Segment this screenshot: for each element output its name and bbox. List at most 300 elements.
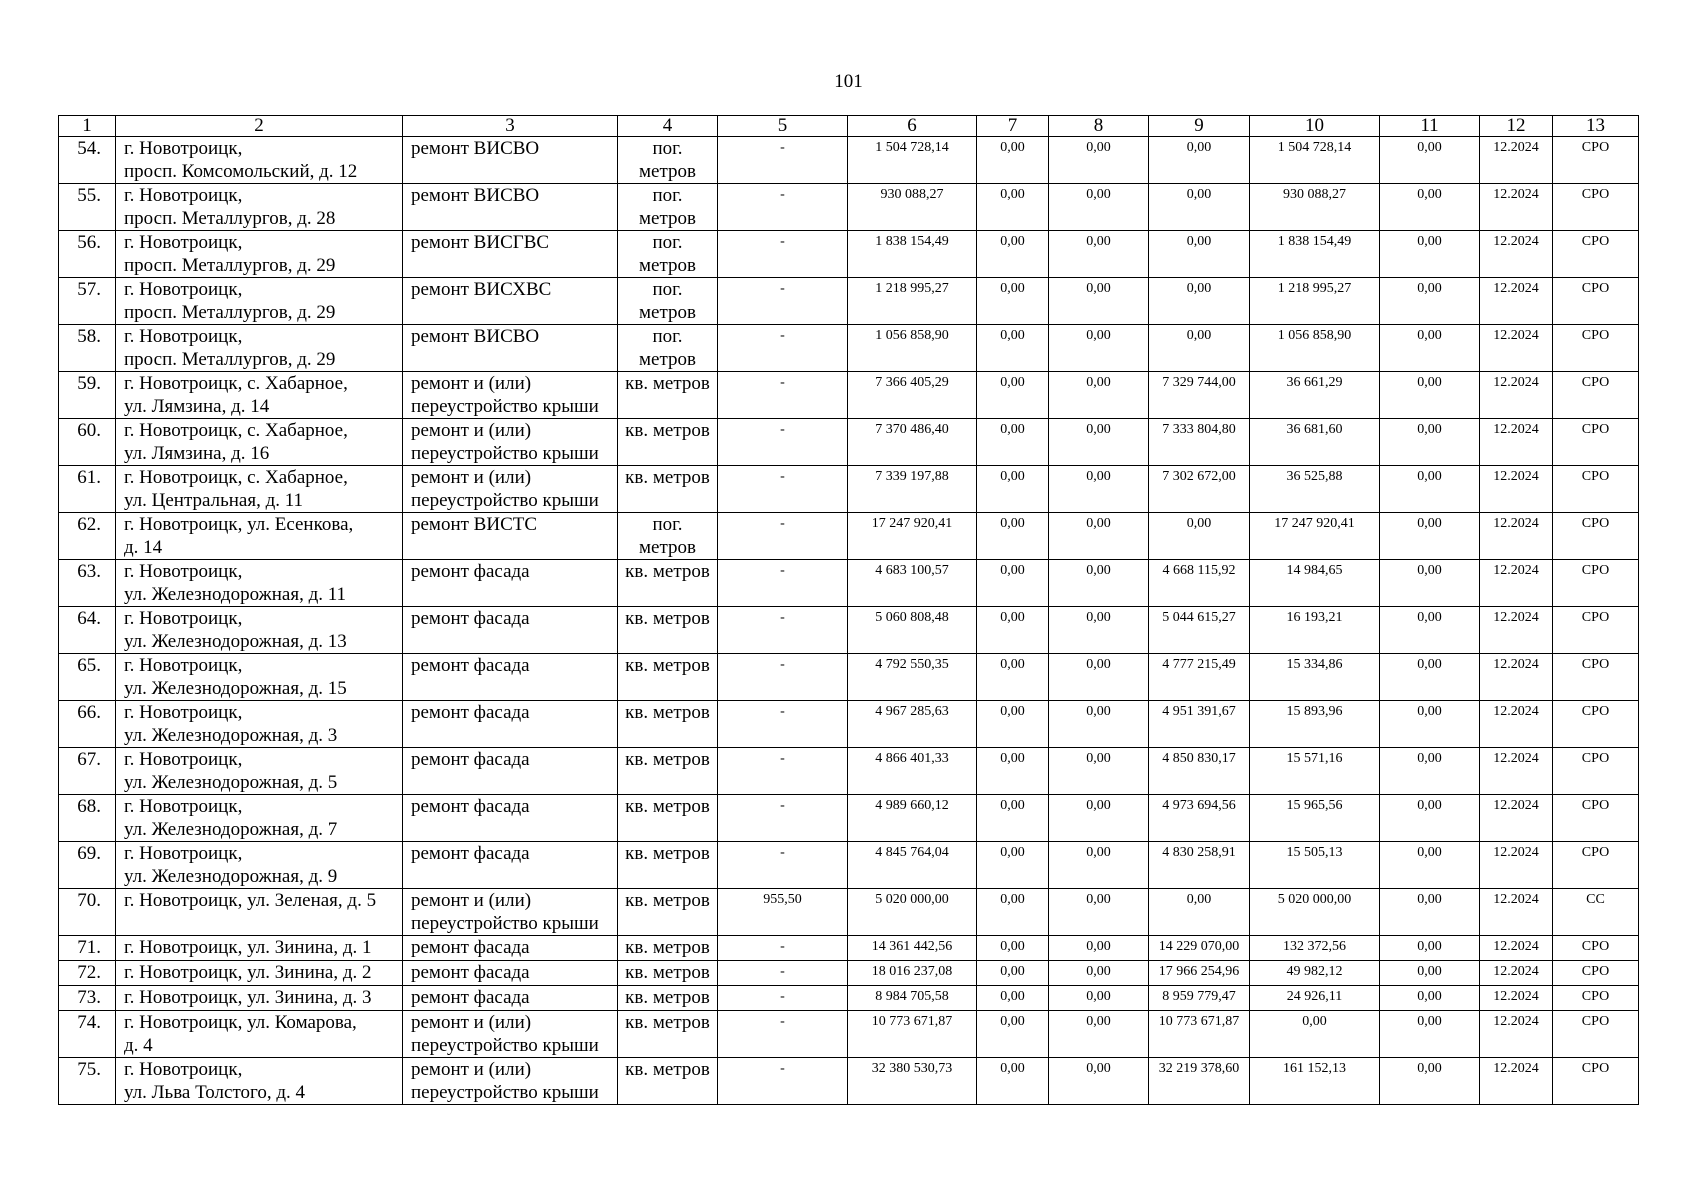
cell-line: г. Новотроицк, с. Хабарное, [124,373,348,394]
unit-cell [618,184,718,231]
address-cell [116,278,403,325]
col9-cell: 7 302 672,00 [1149,466,1250,513]
unit-cell [618,466,718,513]
work-type-cell [403,1058,618,1105]
cell-line: ремонт и (или) [411,467,532,488]
col5-cell: - [718,419,848,466]
cell-line: метров [639,537,696,558]
work-type-cell [403,1011,618,1058]
cell-line: ремонт ВИСВО [411,138,540,159]
row-number: 57. [59,278,116,325]
row-number: 74. [59,1011,116,1058]
col11-cell: 0,00 [1380,184,1480,231]
cell-line: г. Новотроицк, [124,655,243,676]
cell-line: ул. Железнодорожная, д. 13 [124,631,347,652]
cell-line: ремонт ВИСГВС [411,232,550,253]
column-header-10: 10 [1250,116,1380,137]
col10-cell: 36 525,88 [1250,466,1380,513]
col11-cell: 0,00 [1380,654,1480,701]
col6-cell: 7 366 405,29 [848,372,977,419]
address-cell [116,372,403,419]
col5-cell: - [718,795,848,842]
row-number: 72. [59,961,116,986]
cell-line: ремонт фасада [411,608,530,629]
col8-cell: 0,00 [1049,184,1149,231]
col7-cell: 0,00 [977,325,1049,372]
col5-cell: - [718,231,848,278]
col9-cell: 7 329 744,00 [1149,372,1250,419]
cell-line: г. Новотроицк, ул. Зинина, д. 3 [124,987,372,1008]
col5-cell: - [718,936,848,961]
col10-cell: 14 984,65 [1250,560,1380,607]
deadline-cell: 12.2024 [1480,654,1553,701]
row-number: 73. [59,986,116,1011]
col7-cell: 0,00 [977,889,1049,936]
address-cell [116,961,403,986]
table-row [59,1058,1639,1105]
table-row [59,513,1639,560]
row-number: 59. [59,372,116,419]
deadline-cell: 12.2024 [1480,466,1553,513]
col5-cell: - [718,184,848,231]
cell-line: кв. метров [625,1012,710,1033]
col9-cell: 32 219 378,60 [1149,1058,1250,1105]
work-type-cell [403,231,618,278]
col6-cell: 17 247 920,41 [848,513,977,560]
cell-line: просп. Металлургов, д. 29 [124,302,336,323]
col8-cell: 0,00 [1049,961,1149,986]
cell-line: ремонт фасада [411,749,530,770]
address-cell [116,986,403,1011]
table-row [59,986,1639,1011]
unit-cell [618,889,718,936]
col10-cell: 1 504 728,14 [1250,137,1380,184]
col8-cell: 0,00 [1049,701,1149,748]
address-cell [116,889,403,936]
table-row [59,137,1639,184]
work-type-cell [403,372,618,419]
col8-cell: 0,00 [1049,513,1149,560]
unit-cell [618,137,718,184]
col10-cell: 1 218 995,27 [1250,278,1380,325]
table-row [59,231,1639,278]
row-number: 68. [59,795,116,842]
cell-line: ремонт фасада [411,655,530,676]
cell-line: метров [639,302,696,323]
address-cell [116,560,403,607]
col11-cell: 0,00 [1380,1058,1480,1105]
cell-line: ремонт фасада [411,987,530,1008]
col11-cell: 0,00 [1380,137,1480,184]
cell-line: г. Новотроицк, ул. Зинина, д. 2 [124,962,372,983]
col5-cell: - [718,748,848,795]
deadline-cell: 12.2024 [1480,795,1553,842]
col11-cell: 0,00 [1380,795,1480,842]
col5-cell: - [718,842,848,889]
table-body [59,137,1639,1105]
cell-line: г. Новотроицк, ул. Зеленая, д. 5 [124,890,377,911]
col7-cell: 0,00 [977,560,1049,607]
col6-cell: 4 845 764,04 [848,842,977,889]
col7-cell: 0,00 [977,607,1049,654]
col10-cell: 15 893,96 [1250,701,1380,748]
work-type-cell [403,607,618,654]
cell-line: г. Новотроицк, [124,702,243,723]
col10-cell: 15 505,13 [1250,842,1380,889]
cell-line: ул. Железнодорожная, д. 7 [124,819,338,840]
method-cell: СРО [1553,607,1639,654]
col6-cell: 1 056 858,90 [848,325,977,372]
unit-cell [618,419,718,466]
col7-cell: 0,00 [977,936,1049,961]
col10-cell: 15 334,86 [1250,654,1380,701]
col8-cell: 0,00 [1049,748,1149,795]
column-header-9: 9 [1149,116,1250,137]
col6-cell: 7 370 486,40 [848,419,977,466]
deadline-cell: 12.2024 [1480,419,1553,466]
method-cell: СРО [1553,986,1639,1011]
address-cell [116,419,403,466]
cell-line: ремонт и (или) [411,890,532,911]
col9-cell: 8 959 779,47 [1149,986,1250,1011]
cell-line: г. Новотроицк, с. Хабарное, [124,467,348,488]
col9-cell: 0,00 [1149,184,1250,231]
col11-cell: 0,00 [1380,1011,1480,1058]
row-number: 63. [59,560,116,607]
work-type-cell [403,795,618,842]
cell-line: метров [639,349,696,370]
cell-line: г. Новотроицк, ул. Зинина, д. 1 [124,937,372,958]
cell-line: переустройство крыши [411,913,599,934]
col9-cell: 0,00 [1149,889,1250,936]
address-cell [116,748,403,795]
cell-line: г. Новотроицк, [124,1059,243,1080]
col7-cell: 0,00 [977,795,1049,842]
cell-line: просп. Металлургов, д. 28 [124,208,336,229]
col11-cell: 0,00 [1380,889,1480,936]
col11-cell: 0,00 [1380,372,1480,419]
deadline-cell: 12.2024 [1480,889,1553,936]
cell-line: переустройство крыши [411,1035,599,1056]
col6-cell: 1 504 728,14 [848,137,977,184]
col5-cell: - [718,560,848,607]
col5-cell: - [718,513,848,560]
col7-cell: 0,00 [977,513,1049,560]
row-number: 66. [59,701,116,748]
deadline-cell: 12.2024 [1480,1058,1553,1105]
col5-cell: - [718,1011,848,1058]
col10-cell: 5 020 000,00 [1250,889,1380,936]
col8-cell: 0,00 [1049,137,1149,184]
table-row [59,961,1639,986]
cell-line: ремонт фасада [411,702,530,723]
col8-cell: 0,00 [1049,466,1149,513]
col10-cell: 1 056 858,90 [1250,325,1380,372]
col7-cell: 0,00 [977,842,1049,889]
table-row [59,936,1639,961]
col8-cell: 0,00 [1049,654,1149,701]
work-type-cell [403,654,618,701]
col7-cell: 0,00 [977,466,1049,513]
address-cell [116,795,403,842]
address-cell [116,184,403,231]
cell-line: ул. Центральная, д. 11 [124,490,304,511]
method-cell: СРО [1553,961,1639,986]
unit-cell [618,986,718,1011]
cell-line: ул. Железнодорожная, д. 11 [124,584,347,605]
unit-cell [618,231,718,278]
row-number: 55. [59,184,116,231]
table-row [59,654,1639,701]
col6-cell: 4 792 550,35 [848,654,977,701]
cell-line: кв. метров [625,796,710,817]
cell-line: г. Новотроицк, [124,561,243,582]
cell-line: г. Новотроицк, [124,608,243,629]
col7-cell: 0,00 [977,278,1049,325]
cell-line: ремонт фасада [411,937,530,958]
cell-line: кв. метров [625,373,710,394]
col7-cell: 0,00 [977,137,1049,184]
cell-line: кв. метров [625,987,710,1008]
col6-cell: 4 866 401,33 [848,748,977,795]
col8-cell: 0,00 [1049,936,1149,961]
cell-line: ул. Железнодорожная, д. 9 [124,866,338,887]
address-cell [116,701,403,748]
cell-line: г. Новотроицк, [124,326,243,347]
work-type-cell [403,137,618,184]
table-row [59,607,1639,654]
col11-cell: 0,00 [1380,560,1480,607]
address-cell [116,513,403,560]
deadline-cell: 12.2024 [1480,231,1553,278]
deadline-cell: 12.2024 [1480,961,1553,986]
column-header-1: 1 [59,116,116,137]
col5-cell: - [718,372,848,419]
cell-line: кв. метров [625,655,710,676]
col7-cell: 0,00 [977,1058,1049,1105]
method-cell: СРО [1553,936,1639,961]
col10-cell: 36 681,60 [1250,419,1380,466]
work-type-cell [403,842,618,889]
cell-line: кв. метров [625,561,710,582]
column-header-2: 2 [116,116,403,137]
cell-line: кв. метров [625,608,710,629]
col8-cell: 0,00 [1049,325,1149,372]
row-number: 70. [59,889,116,936]
row-number: 56. [59,231,116,278]
address-cell [116,936,403,961]
cell-line: просп. Металлургов, д. 29 [124,255,336,276]
method-cell: СРО [1553,748,1639,795]
col11-cell: 0,00 [1380,325,1480,372]
work-type-cell [403,701,618,748]
col8-cell: 0,00 [1049,842,1149,889]
col6-cell: 14 361 442,56 [848,936,977,961]
method-cell: СРО [1553,842,1639,889]
col5-cell: - [718,1058,848,1105]
col11-cell: 0,00 [1380,842,1480,889]
col6-cell: 1 838 154,49 [848,231,977,278]
col6-cell: 1 218 995,27 [848,278,977,325]
col8-cell: 0,00 [1049,419,1149,466]
row-number: 71. [59,936,116,961]
col9-cell: 5 044 615,27 [1149,607,1250,654]
address-cell [116,137,403,184]
cell-line: д. 4 [124,1035,153,1056]
cell-line: пог. [652,326,683,347]
col9-cell: 4 951 391,67 [1149,701,1250,748]
unit-cell [618,701,718,748]
col10-cell: 15 571,16 [1250,748,1380,795]
method-cell: СРО [1553,137,1639,184]
cell-line: ул. Лямзина, д. 16 [124,443,270,464]
address-cell [116,654,403,701]
unit-cell [618,842,718,889]
cell-line: г. Новотроицк, ул. Есенкова, [124,514,354,535]
deadline-cell: 12.2024 [1480,372,1553,419]
col7-cell: 0,00 [977,231,1049,278]
cell-line: пог. [652,185,683,206]
col11-cell: 0,00 [1380,231,1480,278]
cell-line: ремонт ВИСВО [411,326,540,347]
deadline-cell: 12.2024 [1480,842,1553,889]
method-cell: СРО [1553,325,1639,372]
method-cell: СРО [1553,701,1639,748]
col6-cell: 5 060 808,48 [848,607,977,654]
col9-cell: 4 777 215,49 [1149,654,1250,701]
cell-line: г. Новотроицк, [124,796,243,817]
deadline-cell: 12.2024 [1480,1011,1553,1058]
work-type-cell [403,466,618,513]
cell-line: переустройство крыши [411,443,599,464]
cell-line: г. Новотроицк, ул. Комарова, [124,1012,357,1033]
address-cell [116,1011,403,1058]
col11-cell: 0,00 [1380,936,1480,961]
col9-cell: 17 966 254,96 [1149,961,1250,986]
row-number: 75. [59,1058,116,1105]
col10-cell: 15 965,56 [1250,795,1380,842]
unit-cell [618,748,718,795]
deadline-cell: 12.2024 [1480,325,1553,372]
cell-line: ремонт ВИСТС [411,514,538,535]
col8-cell: 0,00 [1049,372,1149,419]
unit-cell [618,325,718,372]
column-header-12: 12 [1480,116,1553,137]
column-header-3: 3 [403,116,618,137]
row-number: 60. [59,419,116,466]
col7-cell: 0,00 [977,748,1049,795]
cell-line: г. Новотроицк, [124,749,243,770]
cell-line: ул. Лямзина, д. 14 [124,396,270,417]
address-cell [116,231,403,278]
col5-cell: - [718,137,848,184]
table-row [59,325,1639,372]
col8-cell: 0,00 [1049,278,1149,325]
cell-line: переустройство крыши [411,396,599,417]
cell-line: кв. метров [625,962,710,983]
cell-line: метров [639,161,696,182]
col6-cell: 930 088,27 [848,184,977,231]
method-cell: СРО [1553,1058,1639,1105]
col7-cell: 0,00 [977,419,1049,466]
cell-line: ремонт фасада [411,843,530,864]
deadline-cell: 12.2024 [1480,137,1553,184]
col6-cell: 18 016 237,08 [848,961,977,986]
col7-cell: 0,00 [977,184,1049,231]
col5-cell: - [718,325,848,372]
table-row [59,842,1639,889]
row-number: 54. [59,137,116,184]
deadline-cell: 12.2024 [1480,278,1553,325]
cell-line: кв. метров [625,890,710,911]
column-header-7: 7 [977,116,1049,137]
method-cell: СРО [1553,372,1639,419]
col11-cell: 0,00 [1380,607,1480,654]
cell-line: ремонт и (или) [411,373,532,394]
col11-cell: 0,00 [1380,701,1480,748]
col8-cell: 0,00 [1049,231,1149,278]
work-type-cell [403,936,618,961]
method-cell: СС [1553,889,1639,936]
cell-line: кв. метров [625,1059,710,1080]
col8-cell: 0,00 [1049,889,1149,936]
method-cell: СРО [1553,466,1639,513]
col10-cell: 36 661,29 [1250,372,1380,419]
col11-cell: 0,00 [1380,748,1480,795]
col9-cell: 4 850 830,17 [1149,748,1250,795]
row-number: 65. [59,654,116,701]
row-number: 67. [59,748,116,795]
address-cell [116,325,403,372]
col5-cell: - [718,654,848,701]
address-cell [116,466,403,513]
col7-cell: 0,00 [977,654,1049,701]
table-row [59,701,1639,748]
col7-cell: 0,00 [977,701,1049,748]
unit-cell [618,1011,718,1058]
cell-line: г. Новотроицк, [124,279,243,300]
column-header-4: 4 [618,116,718,137]
deadline-cell: 12.2024 [1480,986,1553,1011]
work-type-cell [403,889,618,936]
cell-line: пог. [652,138,683,159]
column-header-11: 11 [1380,116,1480,137]
col9-cell: 4 830 258,91 [1149,842,1250,889]
row-number: 64. [59,607,116,654]
method-cell: СРО [1553,795,1639,842]
col10-cell: 24 926,11 [1250,986,1380,1011]
deadline-cell: 12.2024 [1480,184,1553,231]
work-type-cell [403,986,618,1011]
cell-line: г. Новотроицк, [124,185,243,206]
address-cell [116,607,403,654]
address-cell [116,1058,403,1105]
col11-cell: 0,00 [1380,419,1480,466]
col10-cell: 132 372,56 [1250,936,1380,961]
cell-line: метров [639,208,696,229]
col9-cell: 10 773 671,87 [1149,1011,1250,1058]
col7-cell: 0,00 [977,372,1049,419]
col11-cell: 0,00 [1380,466,1480,513]
table-row [59,466,1639,513]
cell-line: кв. метров [625,702,710,723]
table-row [59,278,1639,325]
work-type-cell [403,513,618,560]
column-header-8: 8 [1049,116,1149,137]
unit-cell [618,961,718,986]
method-cell: СРО [1553,184,1639,231]
cell-line: пог. [652,232,683,253]
